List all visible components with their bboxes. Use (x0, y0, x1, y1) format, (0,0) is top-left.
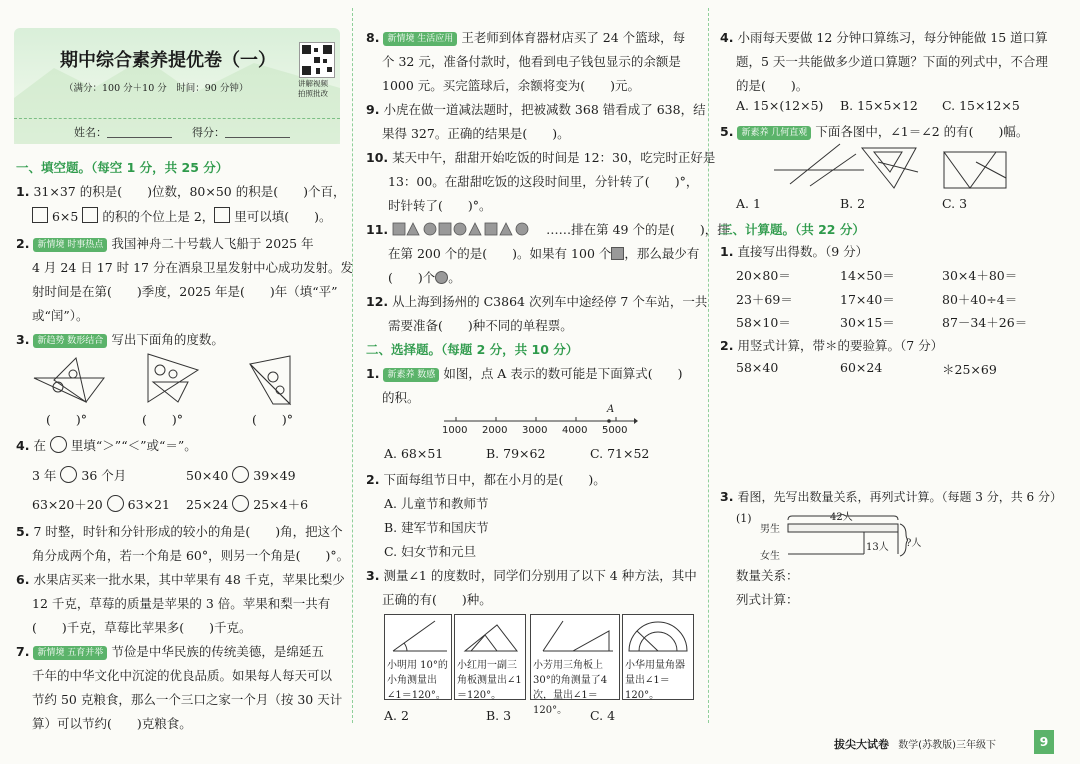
column-3 (718, 0, 1062, 764)
k3-line1: 3. 看图，先写出数量关系，再列式计算。（每题 3 分，共 6 分） (720, 489, 1062, 504)
k2-line1: 2. 用竖式计算，带＊的要验算。（7 分） (720, 338, 944, 353)
footer-subject: 数学(苏教版)三年级下 (898, 740, 996, 751)
tag-badge: 新趋势 数形结合 (33, 334, 107, 348)
tick-label-3000: 3000 (522, 425, 548, 436)
q7-line1: 7. 新情境 五育并举 节俭是中华民族的传统美德，是绵延五 (16, 644, 324, 659)
blank-box-icon[interactable] (82, 207, 98, 223)
q5-line1: 5. 7 时整，时针和分针形成的较小的角是( )角，把这个 (16, 524, 343, 539)
compare-circle-icon[interactable] (107, 495, 124, 512)
protractor-icon (625, 617, 691, 653)
footer-brand: 拔尖大试卷 (834, 738, 889, 751)
score-field[interactable] (192, 124, 290, 140)
k3-13-label: 13人 (866, 542, 889, 553)
tick-label-5000: 5000 (602, 425, 628, 436)
q4-row2-left: 63×20＋20 63×21 (32, 497, 170, 512)
q10-line3: 时针转了( )°。 (388, 198, 492, 213)
q10-line1: 10. 某天中午，甜甜开始吃饭的时间是 12：30，吃完时正好是 (366, 150, 716, 165)
tick-label-4000: 4000 (562, 425, 588, 436)
k1-item-5[interactable]: 17×40＝ (840, 292, 895, 307)
tag-badge: 新素养 几何直观 (737, 126, 811, 140)
circle-shape-icon (435, 271, 448, 284)
q5-line2: 角分成两个角，若一个角是 60°，则另一个角是( )°。 (32, 548, 350, 563)
compare-circle-icon[interactable] (232, 466, 249, 483)
section-multiple-choice: 二、选择题。（每题 2 分，共 10 分） (366, 342, 579, 357)
k3-sub-label: (1) (736, 512, 752, 525)
q7-line3: 节约 50 克粮食，那么一个三口之家一个月（按 30 天计 (32, 692, 343, 707)
k2-item-3[interactable]: ＊25×69 (942, 362, 997, 377)
exam-subtitle: （满分：100 分＋10 分 时间：90 分钟） (64, 83, 249, 94)
q4-row2-right: 25×24 25×4＋6 (186, 497, 309, 512)
c1-line1: 1. 新素养 数感 如图，点 A 表示的数可能是下面算式( ) (366, 366, 683, 381)
k1-item-1[interactable]: 20×80＝ (736, 268, 791, 283)
c3-option-b[interactable]: B. 3 (486, 708, 512, 723)
q2-line2: 4 月 24 日 17 时 17 分在酒泉卫星发射中心成功发射。发 (32, 260, 353, 275)
q7-line4: 算）可以节约( )克粮食。 (32, 716, 192, 731)
q2-line1: 2. 新情境 时事热点 我国神舟二十号载人飞船于 2025 年 (16, 236, 314, 251)
q1-line2: 6×5 的积的个位上是 2， 里可以填( )。 (32, 207, 332, 225)
k2-item-1[interactable]: 58×40 (736, 360, 779, 375)
q2-line4: 或“闰”）。 (32, 308, 89, 323)
shape-pattern-icon (392, 222, 542, 236)
c4-line3: 的是( )。 (736, 78, 809, 93)
q12-line2: 需要准备( )种不同的单程票。 (388, 318, 573, 333)
c3-panel-4 (622, 614, 694, 700)
q8-line1: 8. 新情境 生活应用 王老师到体育器材店买了 24 个篮球，每 (366, 30, 686, 45)
exam-title: 期中综合素养提优卷（一） (60, 50, 276, 71)
c4-line1: 4. 小雨每天要做 12 分钟口算练习，每分钟能做 15 道口算 (720, 30, 1048, 45)
q4-row1-left: 3 年 36 个月 (32, 468, 127, 483)
square-shape-icon (611, 247, 624, 260)
qr-caption-grading: 拍照批改 (298, 89, 328, 98)
k1-item-7[interactable]: 58×10＝ (736, 315, 791, 330)
q3-answer-2[interactable]: ( )° (142, 412, 184, 427)
k1-item-8[interactable]: 30×15＝ (840, 315, 895, 330)
k3-girls-label: 女生 (760, 551, 780, 562)
q9-line1: 9. 小虎在做一道减法题时，把被减数 368 错看成了 638，结 (366, 102, 706, 117)
small-angle-figure (387, 617, 449, 653)
tag-badge: 新素养 数感 (383, 368, 439, 382)
triangle-30-figure (533, 617, 617, 653)
q12-line1: 12. 从上海到扬州的 C3864 次列车中途经停 7 个车站，一共 (366, 294, 708, 309)
q7-line2: 千年的中华文化中沉淀的优良品质。如果每人每天可以 (32, 668, 333, 683)
q10-line2: 13：00。在甜甜吃饭的这段时间里，分针转了( )°， (388, 174, 699, 189)
q6-line3: ( )千克，草莓比苹果多( )千克。 (32, 620, 252, 635)
c4-line2: 题，5 天一共能做多少道口算题？下面的列式中，不合理 (736, 54, 1048, 69)
c5-option-a[interactable]: A. 1 (736, 196, 761, 211)
tick-label-2000: 2000 (482, 425, 508, 436)
c3-panel-1-text: 小明用 10°的小角测量出∠1＝120°。 (387, 660, 448, 701)
qr-code-icon[interactable] (299, 42, 335, 78)
c5-option-b[interactable]: B. 2 (840, 196, 866, 211)
c2-option-c[interactable]: C. 妇女节和元旦 (384, 544, 477, 559)
q3-answer-3[interactable]: ( )° (252, 412, 294, 427)
q9-line2: 果得 327。正确的结果是( )。 (382, 126, 570, 141)
q6-line1: 6. 水果店买来一批水果，其中苹果有 48 千克，苹果比梨少 (16, 572, 345, 587)
c3-panel-4-text: 小华用量角器量出∠1＝120°。 (625, 660, 685, 701)
point-a-label: A (607, 404, 615, 415)
c1-option-c[interactable]: C. 71×52 (590, 446, 650, 461)
k3-calc-label: 列式计算： (736, 592, 799, 607)
compare-circle-icon[interactable] (60, 466, 77, 483)
c2-option-a[interactable]: A. 儿童节和教师节 (384, 496, 489, 511)
column-1 (14, 0, 353, 764)
c5-angle-figures (770, 142, 1030, 192)
blank-box-icon[interactable] (32, 207, 48, 223)
k1-line1: 1. 直接写出得数。（9 分） (720, 244, 869, 259)
score-label: 得分： (192, 126, 225, 139)
k3-42-label: 42人 (830, 512, 853, 523)
k3-question-label: ?人 (906, 538, 922, 549)
c3-line1: 3. 测量∠1 的度数时，同学们分别用了以下 4 种方法，其中 (366, 568, 697, 583)
c5-option-c[interactable]: C. 3 (942, 196, 968, 211)
tick-label-1000: 1000 (442, 425, 468, 436)
section-calculation: 三、计算题。（共 22 分） (720, 222, 865, 237)
q11-line3: ( )个 。 (388, 270, 461, 285)
q4-row1-right: 50×40 39×49 (186, 468, 296, 483)
k1-item-3[interactable]: 30×4＋80＝ (942, 268, 1018, 283)
c4-option-b[interactable]: B. 15×5×12 (840, 98, 918, 113)
q2-line3: 射时间是在第( )季度，2025 年是( )年（填“平” (32, 284, 338, 299)
k1-item-2[interactable]: 14×50＝ (840, 268, 895, 283)
column-2 (364, 0, 730, 764)
k3-bar-diagram (786, 514, 908, 558)
q4-line1: 4. 在 里填“＞”“＜”或“＝”。 (16, 438, 197, 453)
c3-panel-1 (384, 614, 452, 700)
page-footer (834, 736, 996, 752)
section-fill-blank: 一、填空题。（每空 1 分，共 25 分） (16, 160, 229, 175)
q11-line1: 11. ……排在第 49 个的是( )，排 (366, 222, 730, 237)
name-field[interactable] (74, 124, 172, 140)
tag-badge: 新情境 时事热点 (33, 238, 107, 252)
c2-line1: 2. 下面每组节日中，都在小月的是( )。 (366, 472, 606, 487)
k1-item-9[interactable]: 87－34＋26＝ (942, 315, 1028, 330)
c3-panel-2-text: 小红用一副三角板测量出∠1＝120°。 (457, 660, 522, 701)
q3-angle-figures (28, 352, 338, 408)
blank-box-icon[interactable] (214, 207, 230, 223)
c3-option-a[interactable]: A. 2 (384, 708, 409, 723)
c3-option-c[interactable]: C. 4 (590, 708, 616, 723)
q8-line3: 1000 元。买完篮球后，余额将变为( )元。 (382, 78, 641, 93)
c3-panel-2 (454, 614, 526, 700)
k3-boys-label: 男生 (760, 524, 780, 535)
c3-panel-3-text: 小芳用三角板上 30°的角测量了4次，量出∠1＝120°。 (533, 660, 608, 716)
c4-option-a[interactable]: A. 15×(12×5) (736, 98, 824, 113)
c1-line2: 的积。 (382, 390, 420, 405)
compare-circle-icon[interactable] (232, 495, 249, 512)
c4-option-c[interactable]: C. 15×12×5 (942, 98, 1020, 113)
k3-relation-label: 数量关系： (736, 568, 799, 583)
triangle-set-figure (457, 617, 523, 653)
q1-line1: 1. 31×37 的积是( )位数，80×50 的积是( )个百， (16, 184, 346, 199)
k2-item-2[interactable]: 60×24 (840, 360, 883, 375)
compare-circle-icon[interactable] (50, 436, 67, 453)
c5-line1: 5. 新素养 几何直观 下面各图中，∠1＝∠2 的有( )幅。 (720, 124, 1029, 139)
tag-badge: 新情境 五育并举 (33, 646, 107, 660)
k1-item-6[interactable]: 80＋40÷4＝ (942, 292, 1018, 307)
name-label: 姓名： (74, 126, 107, 139)
page-number: 9 (1034, 730, 1054, 754)
c1-option-a[interactable]: A. 68×51 (384, 446, 444, 461)
q6-line2: 12 千克，草莓的质量是苹果的 3 倍。苹果和梨一共有 (32, 596, 331, 611)
k1-item-4[interactable]: 23＋69＝ (736, 292, 793, 307)
c3-line2: 正确的有( )种。 (382, 592, 492, 607)
c1-option-b[interactable]: B. 79×62 (486, 446, 546, 461)
qr-caption-video: 讲解视频 (298, 79, 328, 88)
q11-line2: 在第 200 个的是( )。如果有 100 个 ，那么最少有 (388, 246, 700, 261)
q3-line1: 3. 新趋势 数形结合 写出下面角的度数。 (16, 332, 224, 347)
c2-option-b[interactable]: B. 建军节和国庆节 (384, 520, 489, 535)
q3-answer-1[interactable]: ( )° (46, 412, 88, 427)
q8-line2: 个 32 元，准备付款时，他看到电子钱包显示的余额是 (382, 54, 681, 69)
tag-badge: 新情境 生活应用 (383, 32, 457, 46)
